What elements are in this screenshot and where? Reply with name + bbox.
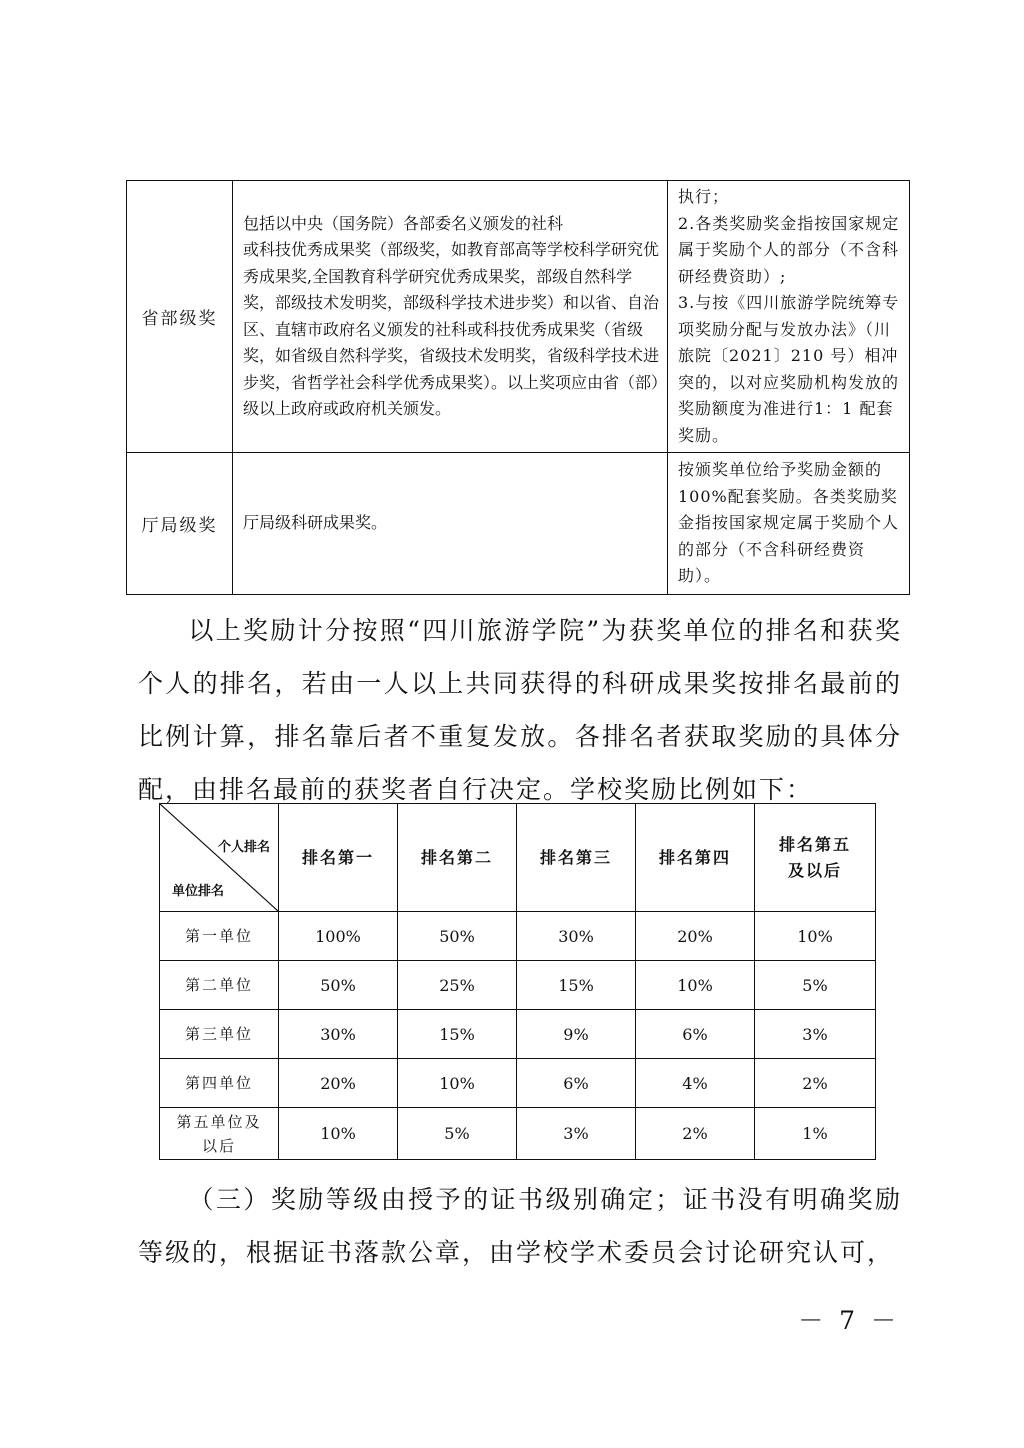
ratio-cell: 3% [517, 1108, 636, 1160]
ratio-cell: 50% [279, 961, 398, 1010]
paragraph-text: （三）奖励等级由授予的证书级别确定；证书没有明确奖励等级的，根据证书落款公章，由学校学术委员会讨论研究认可， [138, 1185, 902, 1267]
row-header: 第五单位及 以后 [160, 1108, 279, 1160]
column-header: 排名第三 [517, 804, 636, 912]
ratio-cell: 10% [398, 1059, 517, 1108]
ratio-cell: 6% [517, 1059, 636, 1108]
body-paragraph-ranking [138, 604, 902, 816]
award-note-cell [668, 181, 910, 453]
ratio-cell: 25% [398, 961, 517, 1010]
ratio-cell: 1% [755, 1108, 876, 1160]
award-description-text: 包括以中央（国务院）各部委名义颁发的社科 或科技优秀成果奖（部级奖，如教育部高等学校科学研究优秀成果奖,全国教育科学研究优秀成果奖，部级自然科学奖，部级技术发明奖，部级科学技术进步奖）和以省、自治区、直辖市政府名义颁发的社科或科技优秀成果奖（省级奖，如省级自然科学奖，省级技术发明奖，省级科学技术进步奖，省哲学社会科学优秀成果奖）。以上奖项应由省（部）级以上政府或政府机关颁发。 [243, 213, 660, 418]
ratio-cell: 4% [636, 1059, 755, 1108]
award-description-text: 厅局级科研成果奖。 [243, 513, 388, 533]
ratio-header-row [160, 804, 876, 912]
table-row [160, 1059, 876, 1108]
row-header: 第三单位 [160, 1010, 279, 1059]
ratio-cell: 20% [279, 1059, 398, 1108]
corner-label-personal-rank: 个人排名 [217, 840, 270, 855]
ratio-cell: 5% [755, 961, 876, 1010]
column-header: 排名第五 及以后 [755, 804, 876, 912]
body-paragraph-award-grade [138, 1173, 902, 1279]
column-header: 排名第一 [279, 804, 398, 912]
corner-label-unit-rank: 单位排名 [172, 884, 225, 899]
award-level-table [126, 180, 910, 595]
diagonal-header-cell [160, 804, 279, 912]
ratio-cell: 5% [398, 1108, 517, 1160]
award-description-cell [233, 181, 668, 453]
row-header: 第四单位 [160, 1059, 279, 1108]
row-header: 第一单位 [160, 912, 279, 961]
ratio-cell: 3% [755, 1010, 876, 1059]
table-row [160, 1108, 876, 1160]
row-header: 第二单位 [160, 961, 279, 1010]
ratio-cell: 6% [636, 1010, 755, 1059]
ratio-cell: 9% [517, 1010, 636, 1059]
ratio-cell: 15% [398, 1010, 517, 1059]
ratio-cell: 20% [636, 912, 755, 961]
award-row-bureau [127, 453, 910, 595]
award-level-cell: 省部级奖 [127, 181, 233, 453]
ratio-cell: 100% [279, 912, 398, 961]
table-row [160, 961, 876, 1010]
ratio-cell: 10% [279, 1108, 398, 1160]
ratio-cell: 30% [517, 912, 636, 961]
award-note-text: 按颁奖单位给予奖励金额的 100%配套奖励。各类奖励奖金指按国家规定属于奖励个人的部分（不含科研经费资助）。 [678, 460, 900, 586]
column-header: 排名第四 [636, 804, 755, 912]
award-note-text: 执行； 2.各类奖励奖金指按国家规定属于奖励个人的部分（不含科研经费资助）; 3.与按《四川旅游学院统筹专项奖励分配与发放办法》（川旅院〔2021〕210 号）相冲突的，以对应奖励机构发放的奖励额度为准进行1：1 配套奖励。 [678, 187, 900, 445]
ratio-cell: 2% [636, 1108, 755, 1160]
table-row [160, 912, 876, 961]
award-level-cell: 厅局级奖 [127, 453, 233, 595]
ratio-cell: 10% [755, 912, 876, 961]
ratio-cell: 30% [279, 1010, 398, 1059]
reward-ratio-table [159, 803, 876, 1160]
ratio-cell: 15% [517, 961, 636, 1010]
ratio-cell: 50% [398, 912, 517, 961]
award-row-provincial [127, 181, 910, 453]
page-number: － 7 － [798, 1306, 900, 1335]
ratio-cell: 10% [636, 961, 755, 1010]
ratio-cell: 2% [755, 1059, 876, 1108]
table-row [160, 1010, 876, 1059]
column-header: 排名第二 [398, 804, 517, 912]
award-description-cell [233, 453, 668, 595]
paragraph-text: 以上奖励计分按照“四川旅游学院”为获奖单位的排名和获奖个人的排名，若由一人以上共同获得的科研成果奖按排名最前的比例计算，排名靠后者不重复发放。各排名者获取奖励的具体分配，由排名最前的获奖者自行决定。学校奖励比例如下： [138, 616, 902, 804]
award-note-cell [668, 453, 910, 595]
